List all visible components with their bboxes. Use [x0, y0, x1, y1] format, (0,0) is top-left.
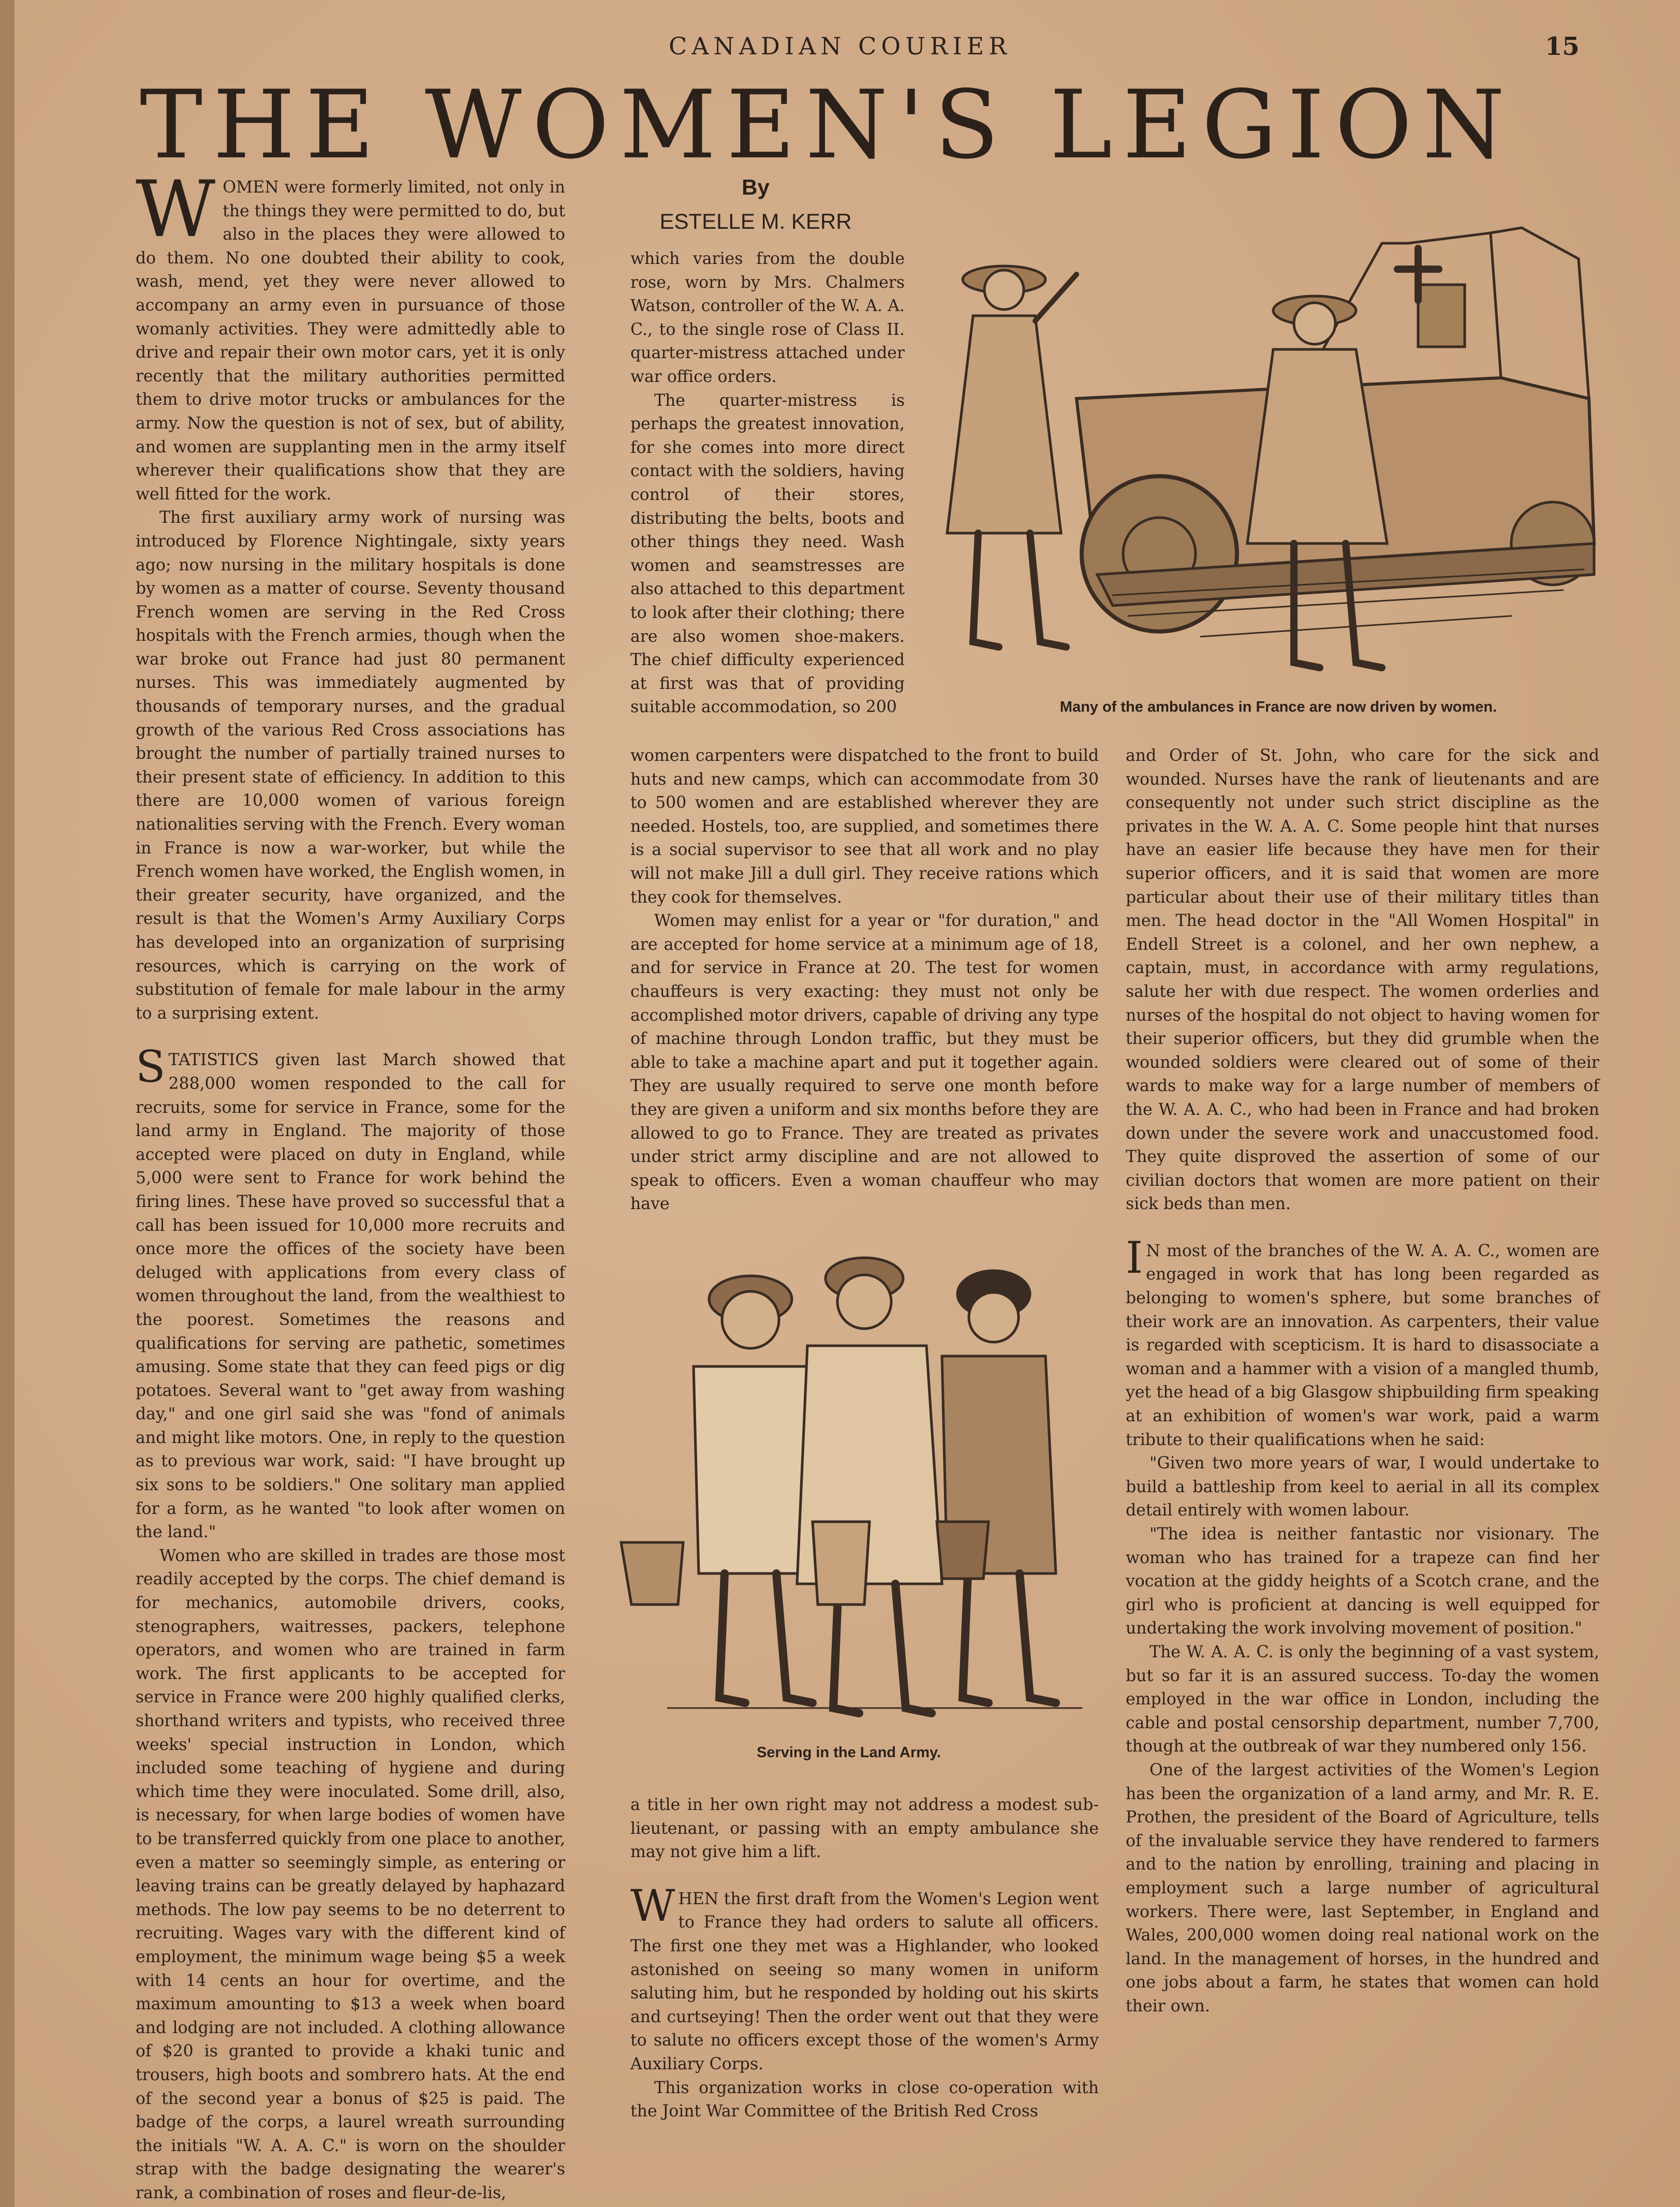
page-number: 15 [1545, 32, 1580, 61]
article-column-1 [136, 165, 565, 2202]
ambulance-caption: Many of the ambulances in France are now driven by women. [1059, 699, 1497, 715]
land-army-drawing [590, 1253, 1108, 1729]
article-column-2-lower [630, 1793, 1099, 2125]
drop-cap: S [136, 1041, 166, 1093]
byline-author: ESTELLE M. KERR [659, 209, 852, 233]
article-column-3 [1126, 744, 1599, 2142]
col2-paragraph-4: Women may enlist for a year or "for duration," and are accepted for home service at a minimum age of 18, and for service in France at 20. The test for women chauffeurs is very exacting: they must not only be accomplished motor drivers, capable of driving any type of machine through London traffic, but they must be able to take a machine apart and put it together again. They are usually required to serve one month before they are given a uniform and six months before they are allowed to go to France. They are treated as privates under strict army discipline and are not allowed to speak to officers. Even a woman chauffeur who may have [630, 911, 1099, 1214]
land-army-caption: Serving in the Land Army. [756, 1744, 941, 1761]
land-army-illustration [590, 1253, 1108, 1729]
drop-cap: W [630, 1880, 675, 1931]
col1-paragraph-2: The first auxiliary army work of nursing was introduced by Florence Nightingale, sixty years ago; now nursing in the military hospitals is done by women as a matter of course. Seventy thousand French women are serving in the Red Cross hospitals with the French armies, though when the war broke out France had just 80 permanent nurses. This was immediately augmented by thousands of temporary nurses, and the gradual growth of the various Red Cross associations has brought the number of partially trained nurses to their present state of efficiency. In addition to this there are 10,000 women of various foreign nationalities serving with the French. Every woman in France is now a war-worker, but while the French women have worked, the English women, in their greater security, have organized, and the result is that the Women's Army Auxiliary Corps has developed into an organization of surprising resources, which is carrying on the work of substitution of female for male labour in the army to a surprising extent. [136, 508, 565, 1023]
byline [639, 175, 872, 234]
col3-paragraph-6: One of the largest activities of the Women's Legion has been the organization of a land army, and Mr. R. E. Prothen, the president of the Board of Agriculture, tells of the invaluable service they have rendered to farmers and to the nation by enrolling, training and placing in employment such a large number of agricultural workers. There were, last September, in England and Wales, 200,000 women doing real national work on the land. In the management of horses, in the hundred and one jobs about a farm, he states that women can hold their own. [1126, 1760, 1599, 2015]
col3-paragraph-3: "Given two more years of war, I would undertake to build a battleship from keel to aerial in all its complex detail entirely with women labour. [1126, 1454, 1599, 1520]
col3-paragraph-1: and Order of St. John, who care for the sick and wounded. Nurses have the rank of lieutenants and are consequently not under such strict discipline as the privates in the W. A. A. C. Some people hint that nurses have an easier life because they have men for their superior officers, and it is said that women are more particular about their use of their military titles than men. The head doctor in the "All Women Hospital" in Endell Street is a colonel, and her own nephew, a captain, must, in accordance with army regulations, salute her with due respect. The women orderlies and nurses of the hospital do not object to having women for their superior officers, but they did grumble when the wounded soldiers were cleared out of some of their wards to make way for a large number of members of the W. A. A. C., who had been in France and had broken down under the severe work and unaccustomed food. They quite disproved the assertion of some of our civilian doctors that women are more patient on their sick beds than men. [1126, 746, 1599, 1214]
col2-paragraph-5: a title in her own right may not address a modest sub-lieutenant, or passing with an empty ambulance she may not give him a lift. [630, 1796, 1099, 1862]
headline: THE WOMEN'S LEGION [140, 70, 1515, 180]
col3-paragraph-5: The W. A. A. C. is only the beginning of a vast system, but so far it is an assured success. To-day the women employed in the war office in London, including the cable and postal censorship department, number 7,700, though at the outbreak of war they numbered only 156. [1126, 1642, 1599, 1756]
drop-cap: I [1126, 1232, 1143, 1283]
col2-paragraph-7: This organization works in close co-operation with the Joint War Committee of the British Red Cross [630, 2078, 1099, 2121]
col3-paragraph-2: I N most of the branches of the W. A. A. C., women are engaged in work that has long been regarded as belonging to women's sphere, but some branches of their work are an innovation. As carpenters, their value is regarded with scepticism. It is hard to disassociate a woman and a hammer with a vision of a mangled thumb, yet the head of a big Glasgow shipbuilding firm speaking at an exhibition of women's war work, paid a warm tribute to their qualifications when he said: [1126, 1232, 1599, 1449]
col1-paragraph-4: Women who are skilled in trades are those most readily accepted by the corps. The chief demand is for mechanics, automobile drivers, cooks, stenographers, waitresses, packers, telephone operators, and women who are trained in farm work. The first applicants to be accepted for service in France were 200 highly qualified clerks, shorthand writers and typists, who received three weeks' special instruction in London, which included some teaching of hygiene and during which time they were inoculated. Some drill, also, is necessary, for when large bodies of women have to be transferred quickly from one place to another, even a matter so seemingly simple, as entering or leaving trains can be greatly delayed by haphazard methods. The low pay seems to be no deterrent to recruiting. Wages vary with the different kind of employment, the minimum wage being $5 a week with 14 cents an hour for overtime, and the maximum amounting to $13 a week when board and lodging are not included. A clothing allowance of $20 is granted to provide a khaki tunic and trousers, high boots and sombrero hats. At the end of the second year a bonus of $25 is paid. The badge of the corps, a laurel wreath surrounding the initials "W. A. A. C." is worn on the shoulder strap with the badge designating the wearer's rank, a combination of roses and fleur-de-lis, [136, 1546, 565, 2202]
col1-paragraph-1: WOMEN were formerly limited, not only in the things they were permitted to do, but also in the places they were allowed to do them. No one doubted their ability to cook, wash, mend, yet they were never allowed to accompany an army even in pursuance of those womanly activities. They were admittedly able to drive and repair their own motor cars, yet it is only recently that the military authorities permitted them to drive motor trucks or ambulances for the army. Now the question is not of sex, but of ability, and women are supplanting men in the army itself wherever their qualifications show that they are well fitted for the work. [136, 165, 565, 504]
page-edge [0, 0, 14, 2207]
drop-cap: W [136, 165, 216, 255]
col1-paragraph-3: STATISTICS given last March showed that 288,000 women responded to the call for recruits, some for service in France, some for the land army in England. The majority of those accepted were placed on duty in England, while 5,000 were sent to France for work behind the firing lines. These have proved so successful that a call has been issued for 10,000 more recruits and once more the offices of the society have been deluged with applications from every class of women throughout the land, from the wealthiest to the poorest. Sometimes the reasons and qualifications for serving are pathetic, sometimes amusing. Some state that they can feed pigs or dig potatoes. Several want to "get away from washing day," and one girl said she was "fond of animals and might like motors. One, in reply to the question as to previous war work, said: "I have brought up six sons to be soldiers." One solitary man applied for a form, as he wanted "to look after women on the land." [136, 1041, 565, 1542]
article-column-2-middle [630, 744, 1099, 1226]
col2-paragraph-3: women carpenters were dispatched to the front to build huts and new camps, which can accommodate from 30 to 500 women and are established wherever they are needed. Hostels, too, are supplied, and sometimes there is a social supervisor to see that all work and no play will not make Jill a dull girl. They receive rations which they cook for themselves. [630, 746, 1099, 907]
col3-paragraph-4: "The idea is neither fantastic nor visionary. The woman who has trained for a trapeze can find her vocation at the giddy heights of a Scotch crane, and the girl who is proficient at dancing is well equipped for undertaking the work involving movement of position." [1126, 1525, 1599, 1638]
ambulance-illustration [942, 212, 1615, 688]
running-head: CANADIAN COURIER [669, 32, 1011, 60]
ambulance-drawing [942, 212, 1615, 688]
col2-paragraph-6: WHEN the first draft from the Women's Legion went to France they had orders to salute all officers. The first one they met was a Highlander, who looked astonished on seeing so many women in uniform saluting him, but he responded by holding out his skirts and curtseying! Then the order went out that they were to salute no officers except those of the women's Army Auxiliary Corps. [630, 1880, 1099, 2073]
col2-paragraph-2: The quarter-mistress is perhaps the greatest innovation, for she comes into more direct contact with the soldiers, having control of their stores, distributing the belts, boots and other things they need. Wash women and seamstresses are also attached to this department to look after their clothing; there are also women shoe-makers. The chief difficulty experienced at first was that of providing suitable accommodation, so 200 [630, 391, 905, 717]
col2-paragraph-1: which varies from the double rose, worn by Mrs. Chalmers Watson, controller of the W. A. A. C., to the single rose of Class II. quarter-mistress attached under war office orders. [630, 249, 905, 386]
byline-by: By [742, 175, 770, 199]
article-column-2-upper [630, 247, 905, 744]
